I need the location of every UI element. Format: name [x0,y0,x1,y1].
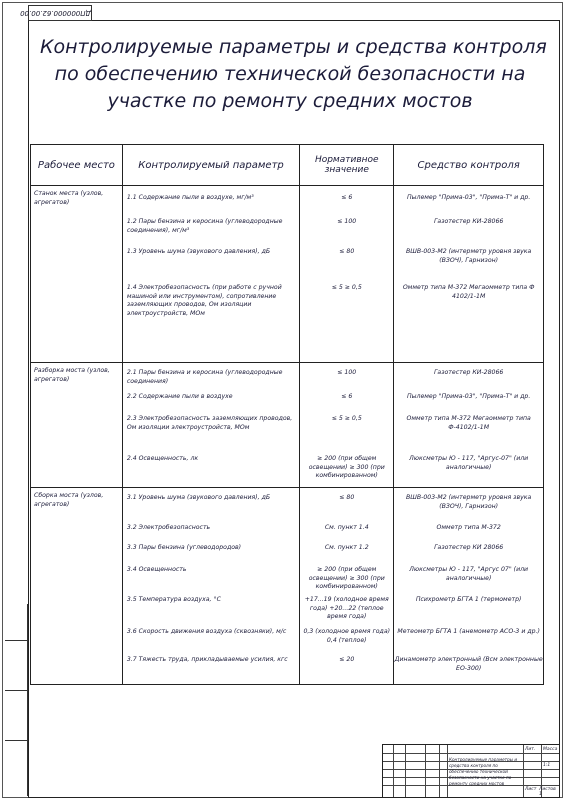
title-line: участке по ремонту средних мостов [107,90,473,112]
parameter-text: 3.4 Освещенность [126,566,187,573]
header-control-means: Средство контроля [394,145,544,186]
parameter-text: 3.1 Уровень шума (звукового давления), дБ [126,494,271,501]
control-means-text: Психрометр БГТА 1 (термометр) [415,596,522,603]
norm-value: +17...19 (холодное время года) +20...22 (теплое время года) [304,596,389,620]
title-block [382,744,559,797]
document-code-stamp: ДП000000.62.00.00 [28,5,92,21]
control-means-text: Газотестер КИ 28066 [434,544,504,551]
workplace-label: Сборка моста (узлов, агрегатов) [34,492,104,508]
workplace-cell [31,363,123,488]
header-parameter: Контролируемый параметр [122,145,299,186]
tb-label-mass: Масса [543,747,558,752]
norm-value: ≤ 6 [341,194,353,201]
control-means-text: Пылемер "Прима-03", "Прима-Т" и др. [406,393,531,400]
side-strip-cell [5,740,27,741]
norm-value: ≤ 5 ≥ 0,5 [331,284,362,291]
table-group-row [31,488,544,685]
workplace-cell [31,488,123,685]
norm-cell [300,488,394,685]
parameter-text: 1.3 Уровень шума (звукового давления), дБ [126,248,271,255]
workplace-label: Станок места (узлов, агрегатов) [34,190,104,206]
control-means-text: Омметр типа М-372 Мегаомметр типа Ф-4102/1-1М [406,415,531,431]
parameter-text: 1.1 Содержание пыли в воздухе, мг/м³ [126,194,254,201]
control-means-text: Метеометр БГТА 1 (анемометр АСО-3 и др.) [397,628,540,635]
control-means-text: ВШВ-003-М2 (интерметр уровня звука (ВЗОЧ), Гарнизон) [406,494,532,510]
header-norm: Нормативное значение [300,145,394,186]
drawing-title [40,34,547,115]
parameter-text: 1.2 Пары бензина и керосина (углеводородные соединения), мг/м³ [126,218,283,234]
table-group-row [31,186,544,363]
table-body [31,186,544,685]
parameter-text: 3.7 Тяжесть труда, прикладываемые усилия, кгс [126,656,288,663]
control-means-text: Газотестер КИ-28066 [433,369,504,376]
parameter-text: 2.4 Освещенность, лк [126,455,199,462]
side-strip [5,604,28,796]
control-means-text: Люксметры Ю - 117, "Аргус-07" (или аналогичные) [409,455,529,471]
control-cell [394,363,544,488]
parameter-cell [122,363,299,488]
control-means-text: Динамометр электронный (Всм электронные ЕО-300) [394,656,543,672]
parameter-text: 2.2 Содержание пыли в воздухе [126,393,233,400]
control-means-text: Люксметры Ю - 117, "Аргус 07" (или аналогичные) [409,566,529,582]
table-header-row [31,145,544,186]
parameter-text: 2.1 Пары бензина и керосина (углеводородные соединения) [126,369,283,385]
control-means-text: Омметр типа М-372 [436,524,501,531]
norm-value: ≤ 5 ≥ 0,5 [331,415,362,422]
norm-value: ≤ 100 [337,369,357,376]
tb-scale: 1:1 [543,763,551,768]
header-workplace: Рабочее место [31,145,123,186]
tb-line [383,753,559,754]
parameter-text: 1.4 Электробезопасность (при работе с ручной машиной или инструментом), сопротивление заземляющих проводов, Ом изоляции электроустройств, МОм [126,284,282,317]
control-means-text: Газотестер КИ-28066 [433,218,504,225]
norm-value: См. пункт 1.2 [324,544,369,551]
parameter-text: 3.6 Скорость движения воздуха (сквозняки), м/с [126,628,287,635]
norm-cell [300,363,394,488]
parameter-text: 2.3 Электробезопасность заземляющих проводов, Ом изоляции электроустройств, МОм [126,415,293,431]
table-group-row [31,363,544,488]
parameter-text: 3.2 Электробезопасность [126,524,211,531]
control-means-text: Омметр типа М-372 Мегаомметр типа Ф 4102/1-1М [402,284,535,300]
control-cell [394,488,544,685]
norm-cell [300,186,394,363]
title-line: по обеспечению технической безопасности на [54,63,526,85]
parameter-cell [122,186,299,363]
side-strip-cell [5,640,27,641]
norm-value: ≤ 20 [339,656,355,663]
tb-label-lit: Лит. [525,747,536,752]
workplace-cell [31,186,123,363]
norm-value: ≤ 100 [337,218,357,225]
parameter-text: 3.3 Пары бензина (углеводородов) [126,544,242,551]
control-means-text: Пылемер "Прима-03", "Прима-Т" и др. [406,194,531,201]
norm-value: См. пункт 1.4 [324,524,369,531]
control-cell [394,186,544,363]
norm-value: ≤ 6 [341,393,353,400]
tb-sheet: Лист [525,787,537,792]
norm-value: 0,3 (холодное время года) 0,4 (теплое) [303,628,391,644]
tb-sheets: Листов 1 [539,787,556,797]
workplace-label: Разборка моста (узлов, агрегатов) [34,367,110,383]
title-line: Контролируемые параметры и средства контроля [40,36,547,58]
norm-value: ≥ 200 (при общем освещении) ≥ 300 (при комбинированном) [308,566,385,590]
norm-value: ≤ 80 [339,248,355,255]
parameter-text: 3.5 Температура воздуха, °С [126,596,221,603]
norm-value: ≤ 80 [339,494,355,501]
parameter-cell [122,488,299,685]
norm-value: ≥ 200 (при общем освещении) ≥ 300 (при комбинированном) [308,455,385,479]
control-means-text: ВШВ-003-М2 (интерметр уровня звука (ВЗОЧ), Гарнизон) [406,248,532,264]
title-block-text: Контролируемые параметры и средства контроля по обеспечению технической безопасности на участке по ремонту средних мостов [449,757,518,786]
side-strip-cell [5,690,27,691]
control-parameters-table [30,144,544,685]
